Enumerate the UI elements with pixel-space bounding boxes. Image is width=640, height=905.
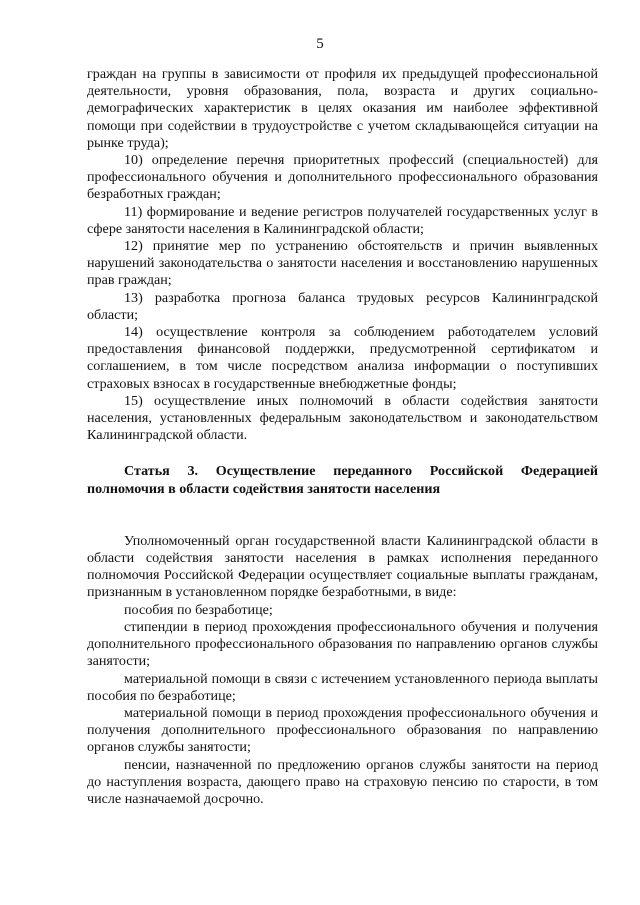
list-item-13: 13) разработка прогноза баланса трудовых ресурсов Калининградской области; [87,289,598,323]
payment-form-item: материальной помощи в связи с истечением установленного периода выплаты пособия по безработице; [87,670,598,704]
list-item-14: 14) осуществление контроля за соблюдением работодателем условий предоставления финансовой поддержки, предусмотренной сертификатом и соглашением, в том числе посредством анализа информации о поступивших страховых взносах в государственные внебюджетные фонды; [87,324,598,392]
list-item-continuation: граждан на группы в зависимости от профиля их предыдущей профессиональной деятельности, уровня образования, пола, возраста и других социально-демографических характеристик в целях оказания им наиболее эффективной помощи при содействии в трудоустройстве с учетом складывающейся ситуации на рынке труда); [87,66,598,151]
article-heading: Статья 3. Осуществление переданного Российской Федерацией полномочия в области содействия занятости населения [87,463,598,497]
document-body [87,66,598,808]
list-item-11: 11) формирование и ведение регистров получателей государственных услуг в сфере занятости населения в Калининградской области; [87,203,598,237]
payment-form-item: пособия по безработице; [124,601,273,618]
payment-form-item: стипендии в период прохождения профессионального обучения и получения дополнительного профессионального образования по направлению органов службы занятости; [87,618,598,670]
list-item-12: 12) принятие мер по устранению обстоятельств и причин выявленных нарушений законодательства о занятости населения и восстановлению нарушенных прав граждан; [87,238,598,289]
list-item-15: 15) осуществление иных полномочий в области содействия занятости населения, установленных федеральным законодательством и законодательством Калининградской области. [87,392,598,444]
payment-form-item: пенсии, назначенной по предложению органов службы занятости на период до наступления возраста, дающего право на страховую пенсию по старости, в том числе назначаемой досрочно. [87,756,598,807]
article-intro: Уполномоченный орган государственной власти Калининградской области в области содействия занятости населения в рамках исполнения переданного полномочия Российской Федерации осуществляет социальные выплаты гражданам, признанным в установленном порядке безработными, в виде: [87,532,598,601]
list-item-10: 10) определение перечня приоритетных профессий (специальностей) для профессионального обучения и дополнительного профессионального образования безработных граждан; [87,152,598,203]
payment-form-item: материальной помощи в период прохождения профессионального обучения и получения дополнительного профессионального образования по направлению органов службы занятости; [87,704,598,756]
page-number: 5 [316,36,324,52]
